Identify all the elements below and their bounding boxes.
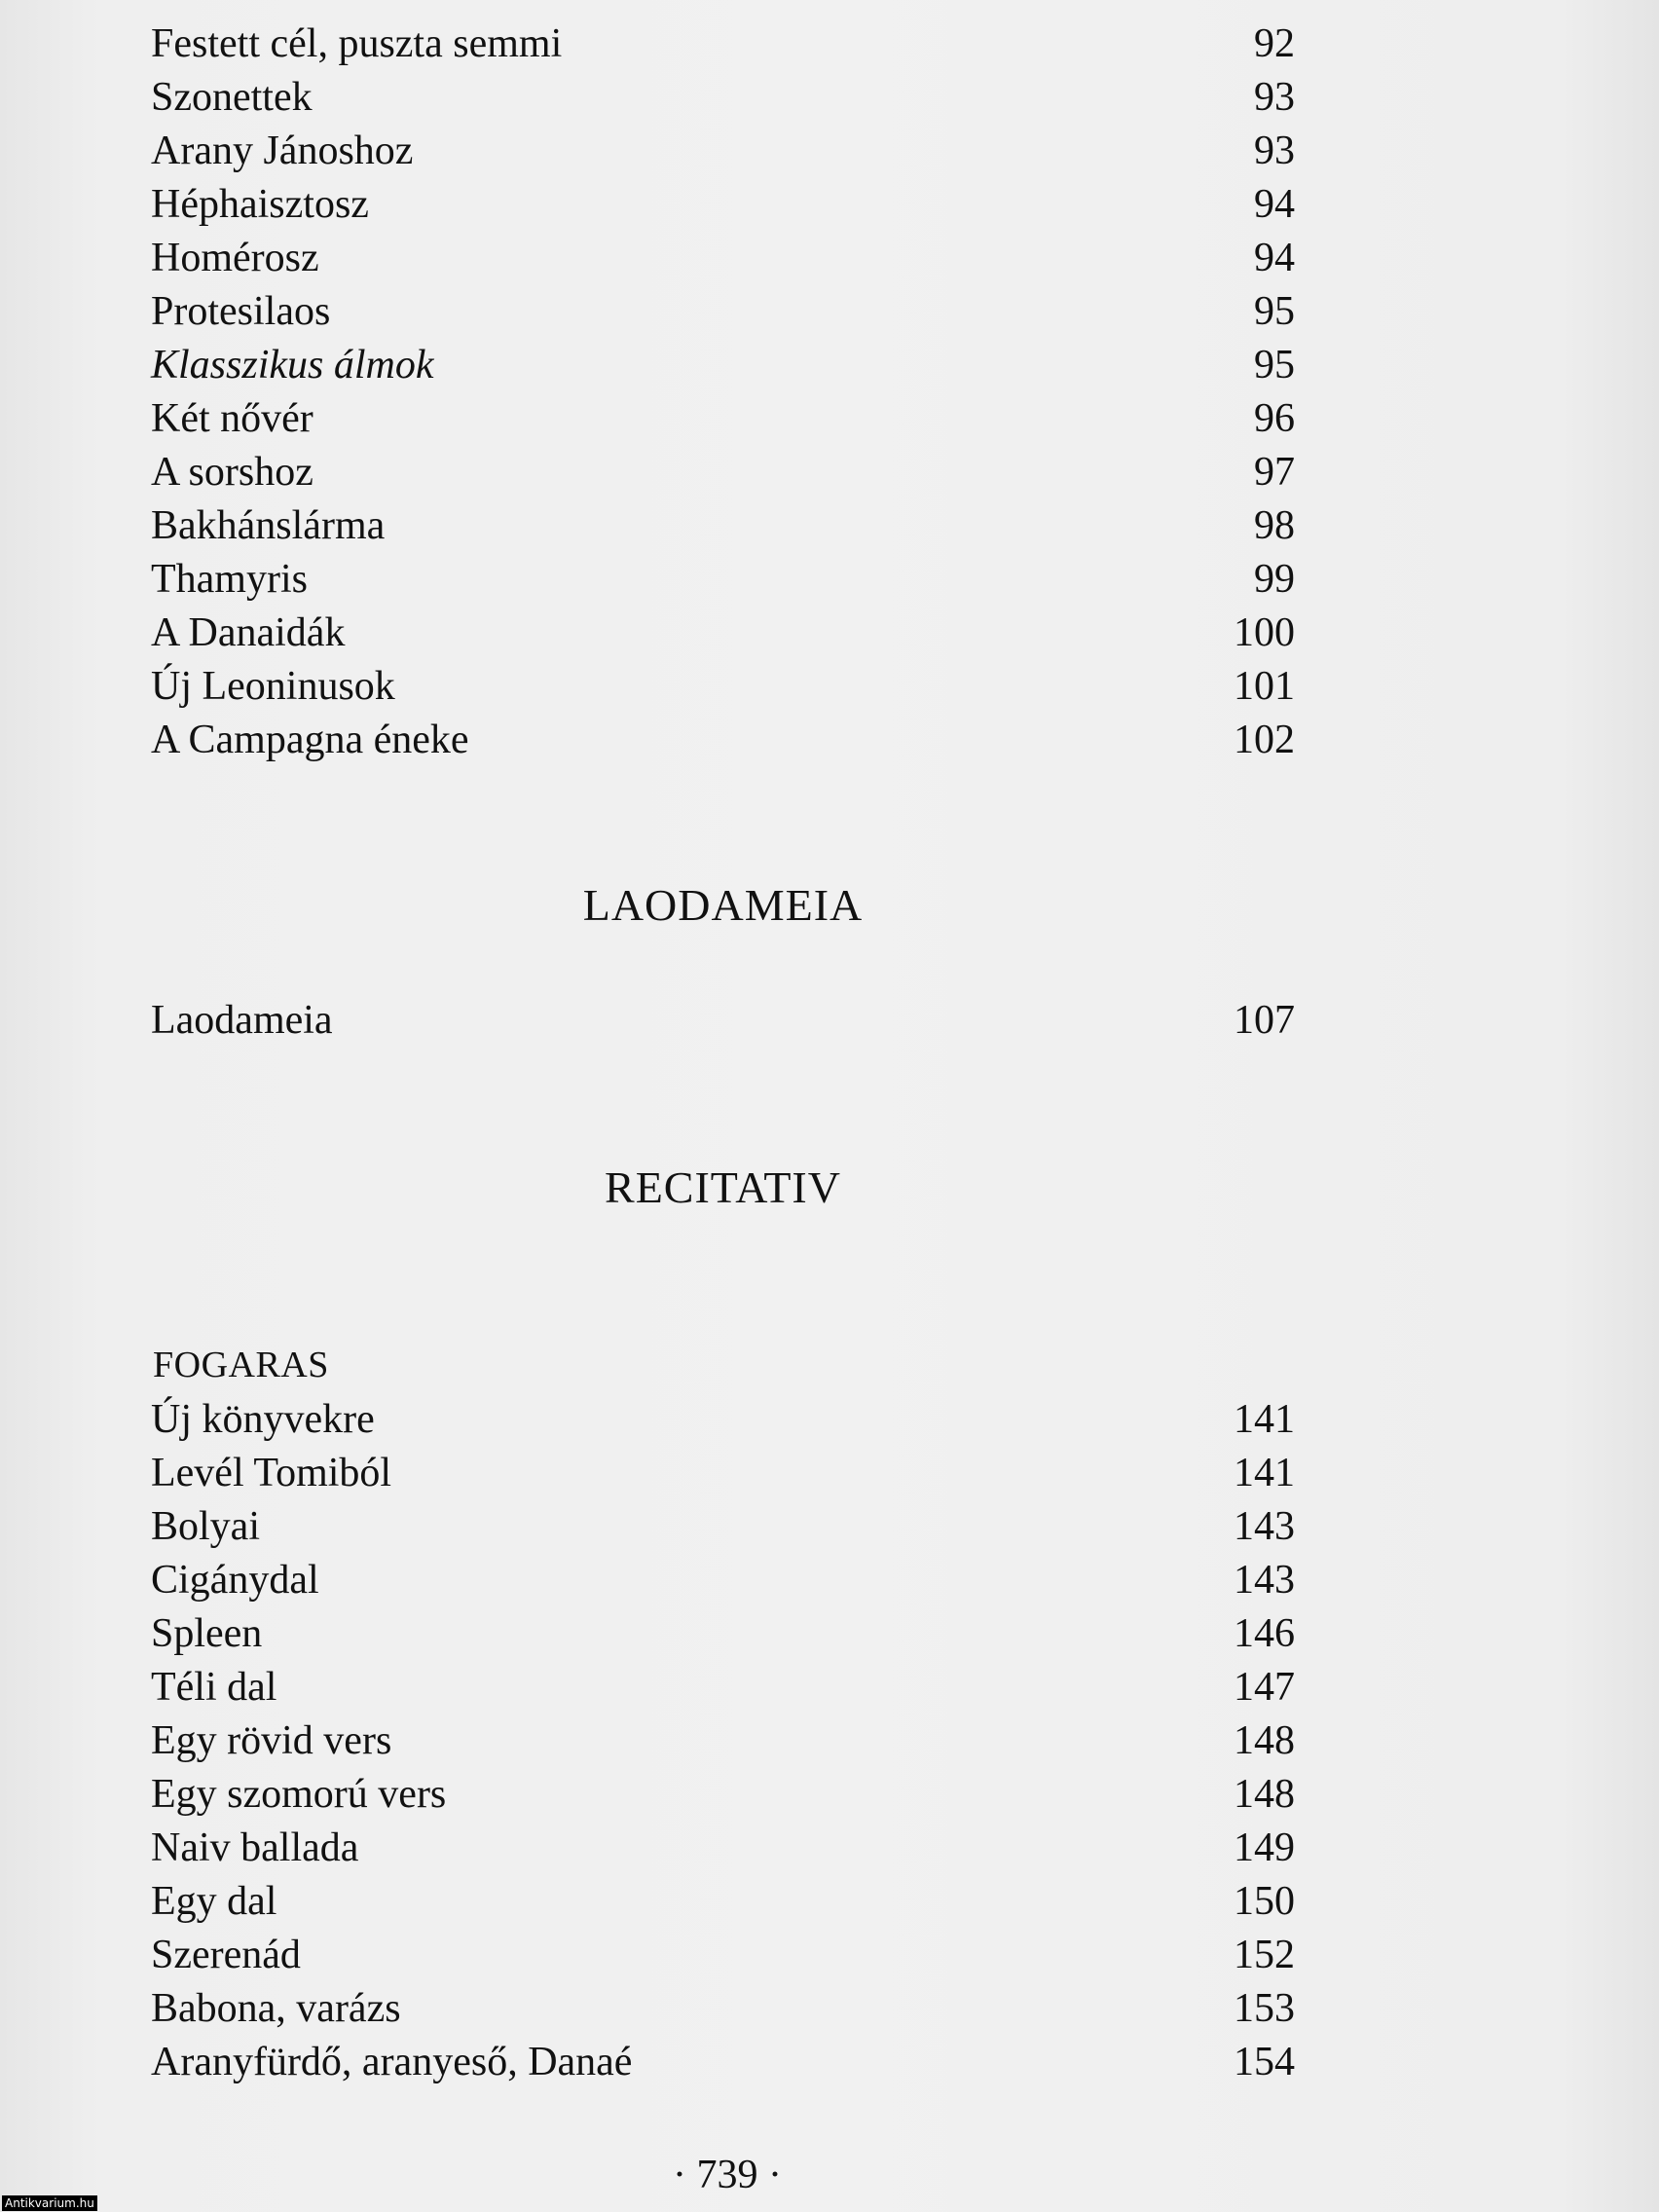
toc-entry-title: Aranyfürdő, aranyeső, Danaé [151,2040,633,2084]
toc-entry-page-number: 141 [1234,1451,1295,1495]
toc-entry-page-number: 148 [1234,1772,1295,1817]
toc-entry [151,1714,1295,1768]
toc-entry-page-number: 93 [1254,75,1295,120]
toc-entry-title: Egy rövid vers [151,1718,392,1763]
toc-entry-title: Téli dal [151,1665,277,1710]
toc-entry [151,607,1295,660]
toc-entry-title: A sorshoz [151,450,313,495]
toc-entry-page-number: 146 [1234,1611,1295,1656]
toc-entry-title: Új Leoninusok [151,664,395,709]
toc-entry [151,71,1295,125]
toc-entry-title: Spleen [151,1611,263,1656]
toc-entry-page-number: 95 [1254,289,1295,334]
toc-entry-title: Thamyris [151,557,308,602]
toc-entry-title: Két nővér [151,396,313,441]
toc-entry-title: Babona, varázs [151,1986,401,2031]
toc-entry-page-number: 101 [1234,664,1295,709]
toc-entry-page-number: 96 [1254,396,1295,441]
toc-entry-page-number: 107 [1234,998,1295,1043]
toc-entry [151,1661,1295,1714]
toc-entry-page-number: 143 [1234,1558,1295,1603]
toc-entry-page-number: 98 [1254,503,1295,548]
toc-entry [151,1822,1295,1875]
toc-entry [151,1607,1295,1661]
toc-entry [151,125,1295,178]
toc-entry-page-number: 152 [1234,1933,1295,1977]
toc-entry [151,285,1295,339]
toc-entry [151,499,1295,553]
toc-entry-page-number: 154 [1234,2040,1295,2084]
page-number: · 739 · [673,2153,782,2197]
toc-entry [151,660,1295,714]
toc-entry-page-number: 93 [1254,129,1295,173]
watermark-label: Antikvarium.hu [2,2195,97,2211]
toc-entry [151,1768,1295,1822]
toc-entry [151,232,1295,285]
toc-entry-page-number: 97 [1254,450,1295,495]
toc-entry-title: Festett cél, puszta semmi [151,21,563,66]
toc-entry-page-number: 153 [1234,1986,1295,2031]
toc-entry-page-number: 147 [1234,1665,1295,1710]
toc-entry-page-number: 102 [1234,718,1295,762]
toc-entry-title: Laodameia [151,998,333,1043]
toc-entry-title: Héphaisztosz [151,182,369,227]
toc-section-fogaras [151,1393,1295,2089]
toc-entry [151,1500,1295,1554]
toc-entry-page-number: 150 [1234,1879,1295,1924]
toc-entry-title: A Danaidák [151,610,346,655]
toc-entry [151,1982,1295,2036]
toc-entry-title: Protesilaos [151,289,331,334]
toc-section-laodameia [151,994,1295,1048]
subheading-fogaras: FOGARAS [153,1345,329,1385]
toc-entry [151,392,1295,446]
toc-entry [151,2036,1295,2089]
toc-entry-page-number: 92 [1254,21,1295,66]
toc-entry-page-number: 143 [1234,1504,1295,1549]
toc-entry-title: Cigánydal [151,1558,319,1603]
toc-entry-page-number: 141 [1234,1397,1295,1442]
toc-entry-title: Naiv ballada [151,1825,359,1870]
toc-entry [151,1393,1295,1447]
toc-entry-title: Egy dal [151,1879,277,1924]
toc-section-1 [151,18,1295,767]
toc-entry [151,553,1295,607]
toc-entry-page-number: 100 [1234,610,1295,655]
toc-entry-page-number: 148 [1234,1718,1295,1763]
toc-entry [151,178,1295,232]
toc-entry-page-number: 149 [1234,1825,1295,1870]
toc-entry-page-number: 94 [1254,182,1295,227]
toc-entry-title: Levél Tomiból [151,1451,392,1495]
toc-entry-title: A Campagna éneke [151,718,469,762]
toc-entry [151,1554,1295,1607]
toc-entry [151,18,1295,71]
toc-entry-title: Bakhánslárma [151,503,386,548]
toc-entry [151,1447,1295,1500]
toc-entry-page-number: 95 [1254,343,1295,387]
section-heading-recitativ: RECITATIV [605,1162,841,1212]
toc-entry-title: Bolyai [151,1504,260,1549]
toc-entry [151,714,1295,767]
toc-entry-title: Új könyvekre [151,1397,375,1442]
toc-entry-title: Klasszikus álmok [151,343,434,387]
toc-entry-title: Arany Jánoshoz [151,129,414,173]
toc-entry-page-number: 99 [1254,557,1295,602]
toc-entry-title: Szonettek [151,75,313,120]
toc-entry [151,1929,1295,1982]
toc-entry-title: Egy szomorú vers [151,1772,447,1817]
toc-entry [151,1875,1295,1929]
toc-entry [151,339,1295,392]
toc-entry [151,994,1295,1048]
toc-entry-page-number: 94 [1254,236,1295,280]
section-heading-laodameia: LAODAMEIA [582,880,864,930]
toc-entry-title: Homérosz [151,236,319,280]
toc-entry-title: Szerenád [151,1933,301,1977]
toc-entry [151,446,1295,499]
